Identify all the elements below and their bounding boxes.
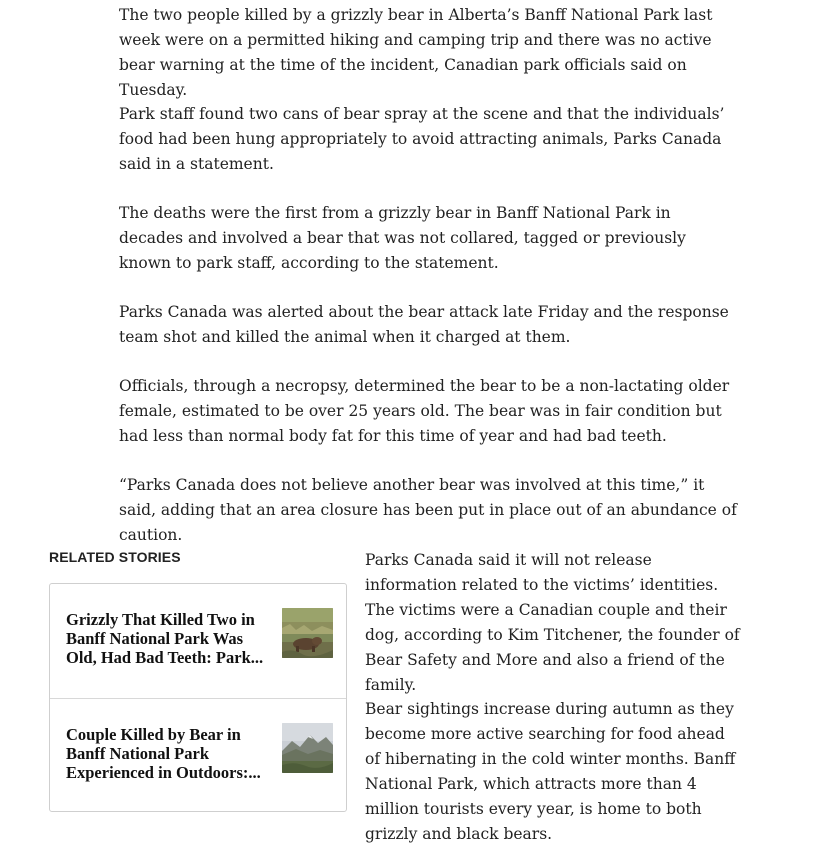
related-story-title[interactable]: Couple Killed by Bear in Banff National Park Experienced in Outdoors:... [66, 725, 261, 782]
article-paragraph: Parks Canada was alerted about the bear attack late Friday and the response team shot and killed the animal when it charged at them. [119, 303, 729, 346]
article-paragraph: Bear sightings increase during autumn as they become more active searching for food ahead of hibernating in the cold winter months. Banff National Park, which attracts more than 4 million tourists every year, is home to both grizzly and black bears. [365, 700, 736, 843]
article-paragraph: The two people killed by a grizzly bear in Alberta’s Banff National Park last week were on a permitted hiking and camping trip and there was no active bear warning at the time of the incident, Canadian park officials said on Tuesday. [119, 6, 713, 99]
related-stories-panel [49, 583, 347, 812]
related-story-link[interactable] [50, 584, 346, 698]
related-story-link[interactable] [50, 698, 346, 812]
article-paragraph: Officials, through a necropsy, determined the bear to be a non-lactating older female, estimated to be over 25 years old. The bear was in fair condition but had less than normal body fat for this time of year and had bad teeth. [119, 377, 730, 445]
article-paragraph: Parks Canada said it will not release information related to the victims’ identities. The victims were a Canadian couple and their dog, according to Kim Titchener, the founder of Bear Safety and More and also a friend of the family. [365, 551, 740, 694]
related-story-thumbnail[interactable] [282, 608, 333, 658]
related-stories-heading: RELATED STORIES [49, 549, 181, 565]
mountain-photo-thumbnail [282, 723, 333, 773]
article-paragraph: Park staff found two cans of bear spray at the scene and that the individuals’ food had been hung appropriately to avoid attracting animals, Parks Canada said in a statement. [119, 105, 725, 173]
related-story-title[interactable]: Grizzly That Killed Two in Banff National Park Was Old, Had Bad Teeth: Park... [66, 610, 264, 667]
article-paragraph: “Parks Canada does not believe another bear was involved at this time,” it said, adding that an area closure has been put in place out of an abundance of caution. [119, 476, 737, 544]
article-paragraph: The deaths were the first from a grizzly bear in Banff National Park in decades and involved a bear that was not collared, tagged or previously known to park staff, according to the statement. [119, 204, 686, 272]
bear-photo-thumbnail [282, 608, 333, 658]
related-story-thumbnail[interactable] [282, 723, 333, 773]
